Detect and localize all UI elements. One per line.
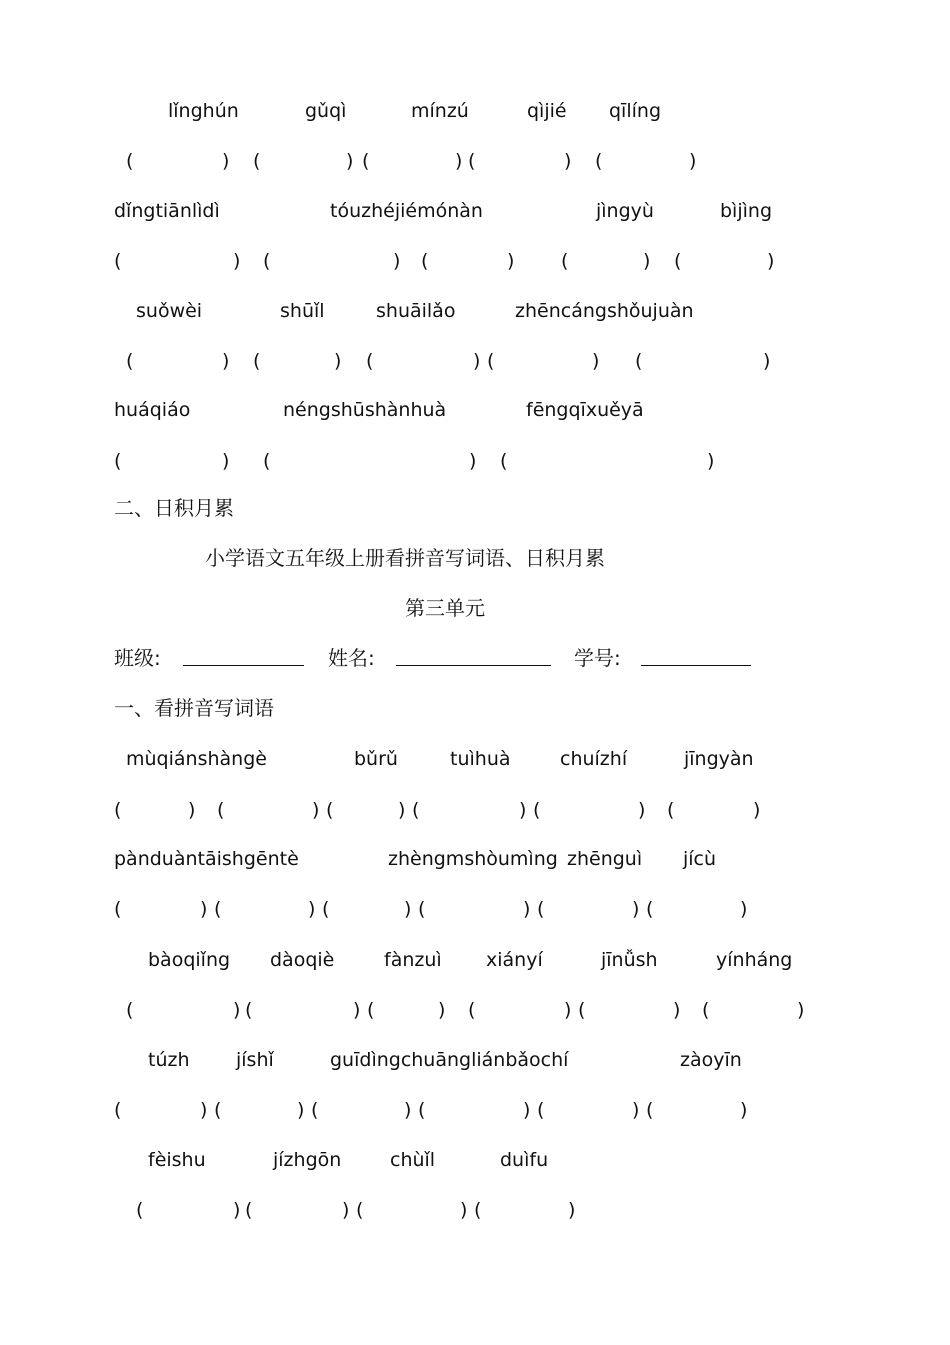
answer-open-paren: ( [253, 350, 261, 372]
answer-open-paren: ( [214, 1099, 222, 1121]
answer-open-paren: ( [126, 999, 134, 1021]
pinyin-text: tuìhuà [450, 748, 511, 770]
answer-close-paren: ) [308, 898, 316, 920]
answer-close-paren: ) [233, 1199, 241, 1221]
answer-open-paren: ( [367, 999, 375, 1021]
pinyin-row [0, 1045, 950, 1075]
pinyin-text: dàoqiè [270, 949, 335, 971]
answer-close-paren: ) [638, 799, 646, 821]
answer-close-paren: ) [564, 150, 572, 172]
id-field[interactable] [641, 665, 751, 666]
answer-close-paren: ) [564, 999, 572, 1021]
name-label: 姓名: [328, 646, 375, 670]
answer-close-paren: ) [473, 350, 481, 372]
answer-open-paren: ( [263, 450, 271, 472]
answer-close-paren: ) [460, 1199, 468, 1221]
answer-open-paren: ( [537, 1099, 545, 1121]
answer-open-paren: ( [578, 999, 586, 1021]
pinyin-text: túzh [148, 1049, 190, 1071]
pinyin-text: zhēnguì [567, 848, 643, 870]
pinyin-row [0, 96, 950, 126]
pinyin-text: chùǐl [390, 1149, 436, 1171]
answer-close-paren: ) [222, 350, 230, 372]
answer-row [0, 446, 950, 476]
answer-open-paren: ( [418, 1099, 426, 1121]
answer-close-paren: ) [200, 1099, 208, 1121]
answer-open-paren: ( [595, 150, 603, 172]
pinyin-text: bǔrǔ [354, 748, 398, 770]
pinyin-row [0, 945, 950, 975]
section-heading: 一、看拼音写词语 [114, 696, 274, 720]
answer-open-paren: ( [468, 999, 476, 1021]
pinyin-row [0, 844, 950, 874]
answer-close-paren: ) [519, 799, 527, 821]
answer-open-paren: ( [114, 1099, 122, 1121]
pinyin-text: guīdìngchuāngliánbǎochí [330, 1049, 569, 1071]
answer-row [0, 1095, 950, 1125]
answer-close-paren: ) [200, 898, 208, 920]
pinyin-text: zàoyīn [680, 1049, 742, 1071]
answer-close-paren: ) [398, 799, 406, 821]
answer-close-paren: ) [767, 250, 775, 272]
pinyin-text: bìjìng [720, 200, 772, 222]
answer-row [0, 146, 950, 176]
answer-close-paren: ) [673, 999, 681, 1021]
pinyin-row [0, 296, 950, 326]
answer-close-paren: ) [404, 898, 412, 920]
answer-open-paren: ( [635, 350, 643, 372]
answer-open-paren: ( [217, 799, 225, 821]
answer-close-paren: ) [233, 999, 241, 1021]
pinyin-text: jízhgōn [273, 1149, 342, 1171]
pinyin-text: fànzuì [384, 949, 442, 971]
pinyin-text: chuízhí [560, 748, 628, 770]
pinyin-text: mùqiánshàngè [126, 748, 267, 770]
answer-close-paren: ) [342, 1199, 350, 1221]
answer-open-paren: ( [646, 1099, 654, 1121]
pinyin-text: bàoqiǐng [148, 949, 231, 971]
unit-title: 第三单元 [405, 596, 485, 620]
answer-open-paren: ( [114, 799, 122, 821]
pinyin-text: mínzú [411, 100, 469, 122]
answer-row [0, 346, 950, 376]
pinyin-text: lǐnghún [168, 100, 239, 122]
class-field[interactable] [183, 665, 304, 666]
pinyin-text: fèishu [148, 1149, 206, 1171]
answer-open-paren: ( [646, 898, 654, 920]
pinyin-text: jíshǐ [236, 1049, 274, 1071]
answer-close-paren: ) [592, 350, 600, 372]
answer-close-paren: ) [632, 898, 640, 920]
answer-open-paren: ( [311, 1099, 319, 1121]
answer-open-paren: ( [468, 150, 476, 172]
answer-close-paren: ) [297, 1099, 305, 1121]
answer-open-paren: ( [533, 799, 541, 821]
answer-open-paren: ( [674, 250, 682, 272]
answer-open-paren: ( [136, 1199, 144, 1221]
answer-open-paren: ( [418, 898, 426, 920]
pinyin-text: dǐngtiānlìdì [114, 200, 220, 222]
answer-open-paren: ( [214, 898, 222, 920]
answer-open-paren: ( [114, 450, 122, 472]
section-heading: 二、日积月累 [114, 496, 234, 520]
document-title: 小学语文五年级上册看拼音写词语、日积月累 [205, 546, 605, 570]
answer-open-paren: ( [421, 250, 429, 272]
pinyin-text: zhēncángshǒujuàn [515, 300, 694, 322]
pinyin-text: jícù [683, 848, 717, 870]
answer-open-paren: ( [245, 1199, 253, 1221]
answer-close-paren: ) [353, 999, 361, 1021]
pinyin-text: fēngqīxuěyā [526, 399, 644, 421]
pinyin-text: qīlíng [609, 100, 661, 122]
answer-open-paren: ( [487, 350, 495, 372]
answer-open-paren: ( [702, 999, 710, 1021]
answer-close-paren: ) [740, 1099, 748, 1121]
pinyin-text: jīngyàn [684, 748, 754, 770]
answer-close-paren: ) [689, 150, 697, 172]
answer-close-paren: ) [438, 999, 446, 1021]
answer-open-paren: ( [356, 1199, 364, 1221]
name-field[interactable] [396, 665, 551, 666]
answer-open-paren: ( [253, 150, 261, 172]
pinyin-text: huáqiáo [114, 399, 191, 421]
answer-open-paren: ( [537, 898, 545, 920]
pinyin-row [0, 744, 950, 774]
answer-open-paren: ( [474, 1199, 482, 1221]
answer-open-paren: ( [561, 250, 569, 272]
answer-open-paren: ( [362, 150, 370, 172]
answer-close-paren: ) [740, 898, 748, 920]
student-info [0, 643, 950, 673]
answer-close-paren: ) [455, 150, 463, 172]
class-label: 班级: [114, 646, 161, 670]
pinyin-row [0, 196, 950, 226]
answer-close-paren: ) [222, 150, 230, 172]
answer-close-paren: ) [707, 450, 715, 472]
answer-close-paren: ) [346, 150, 354, 172]
pinyin-text: qìjié [527, 100, 567, 122]
pinyin-text: shūǐl [280, 300, 325, 322]
answer-close-paren: ) [507, 250, 515, 272]
pinyin-text: pànduàntāishgēntè [114, 848, 299, 870]
answer-close-paren: ) [797, 999, 805, 1021]
answer-close-paren: ) [393, 250, 401, 272]
answer-open-paren: ( [263, 250, 271, 272]
pinyin-text: jīnǚsh [601, 949, 658, 971]
answer-open-paren: ( [500, 450, 508, 472]
answer-row [0, 894, 950, 924]
answer-open-paren: ( [412, 799, 420, 821]
answer-open-paren: ( [326, 799, 334, 821]
answer-close-paren: ) [312, 799, 320, 821]
answer-close-paren: ) [404, 1099, 412, 1121]
answer-row [0, 246, 950, 276]
answer-close-paren: ) [188, 799, 196, 821]
pinyin-text: suǒwèi [136, 300, 203, 322]
pinyin-text: duìfu [500, 1149, 549, 1171]
answer-open-paren: ( [126, 150, 134, 172]
answer-close-paren: ) [753, 799, 761, 821]
pinyin-text: yínháng [716, 949, 793, 971]
pinyin-text: shuāilǎo [376, 300, 456, 322]
answer-open-paren: ( [322, 898, 330, 920]
pinyin-text: xiányí [486, 949, 543, 971]
answer-open-paren: ( [114, 250, 122, 272]
pinyin-row [0, 395, 950, 425]
pinyin-text: néngshūshànhuà [283, 399, 447, 421]
id-label: 学号: [574, 646, 621, 670]
answer-close-paren: ) [632, 1099, 640, 1121]
answer-open-paren: ( [126, 350, 134, 372]
answer-row [0, 995, 950, 1025]
pinyin-row [0, 1145, 950, 1175]
answer-close-paren: ) [568, 1199, 576, 1221]
answer-row [0, 795, 950, 825]
answer-open-paren: ( [667, 799, 675, 821]
answer-close-paren: ) [334, 350, 342, 372]
pinyin-text: zhèngmshòumìng [388, 848, 558, 870]
answer-close-paren: ) [643, 250, 651, 272]
answer-open-paren: ( [366, 350, 374, 372]
answer-close-paren: ) [763, 350, 771, 372]
answer-open-paren: ( [114, 898, 122, 920]
answer-close-paren: ) [523, 898, 531, 920]
answer-close-paren: ) [523, 1099, 531, 1121]
pinyin-text: jìngyù [596, 200, 654, 222]
answer-open-paren: ( [245, 999, 253, 1021]
answer-close-paren: ) [222, 450, 230, 472]
answer-close-paren: ) [233, 250, 241, 272]
answer-close-paren: ) [469, 450, 477, 472]
pinyin-text: tóuzhéjiémónàn [330, 200, 483, 222]
answer-row [0, 1195, 950, 1225]
pinyin-text: gǔqì [305, 100, 347, 122]
